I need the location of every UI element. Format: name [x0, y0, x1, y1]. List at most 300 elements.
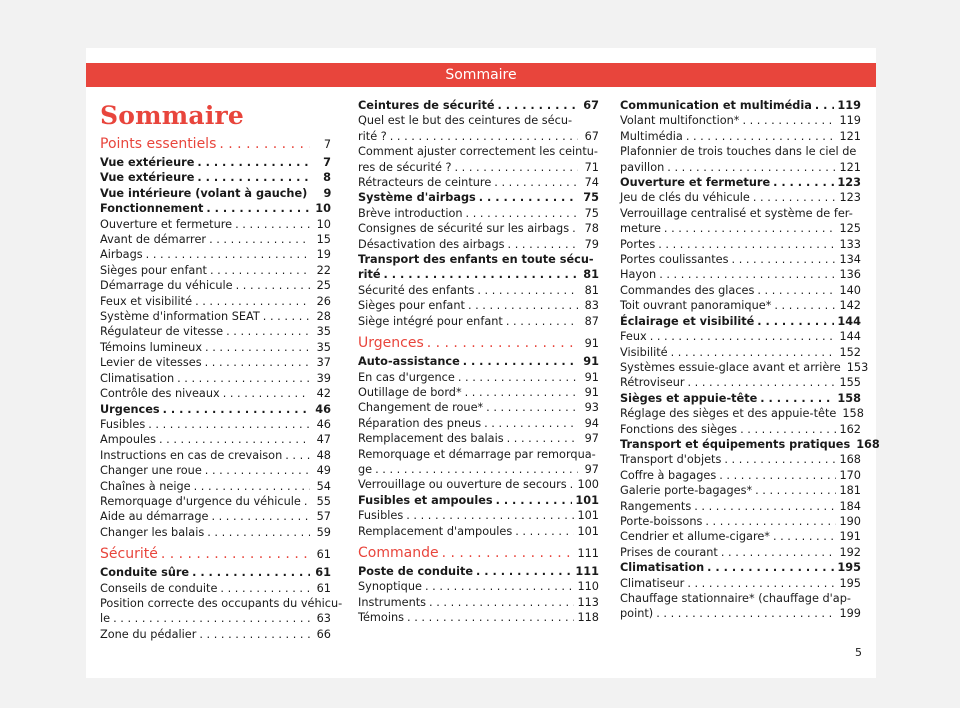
toc-entry[interactable]: [100, 525, 331, 540]
toc-page-number: 111: [577, 546, 599, 560]
toc-entry[interactable]: [358, 416, 599, 431]
toc-entry[interactable]: [358, 370, 599, 385]
toc-column-3: [620, 98, 880, 622]
toc-entry-title: Brève introduction: [358, 206, 463, 220]
toc-entry-line[interactable]: Remorquage et démarrage par remorqua-: [358, 447, 596, 461]
toc-page-number: 153: [846, 360, 869, 374]
toc-entry-title: Sièges et appuie-tête: [620, 391, 758, 405]
toc-page-number: 57: [316, 510, 331, 524]
toc-entry[interactable]: [358, 579, 599, 594]
toc-page-number: 136: [839, 268, 861, 282]
toc-page-number: 168: [856, 437, 880, 451]
toc-page-number: 46: [316, 417, 331, 431]
toc-entry-title: Ouverture et fermeture: [100, 217, 233, 231]
toc-entry-title: Démarrage du véhicule: [100, 279, 233, 293]
toc-entry[interactable]: [100, 247, 331, 262]
dot-leader: [442, 543, 575, 564]
toc-entry[interactable]: [620, 483, 861, 498]
toc-page-number: 140: [839, 283, 861, 297]
toc-page-number: 111: [575, 564, 599, 578]
dot-leader: [740, 422, 836, 437]
dot-leader: [656, 606, 836, 621]
toc-entry-title: Fonctions des sièges: [620, 422, 738, 436]
dot-leader: [719, 468, 836, 483]
toc-entry[interactable]: [358, 385, 599, 400]
dot-leader: [148, 417, 310, 432]
dot-leader: [815, 98, 835, 113]
toc-page-number: 152: [839, 345, 861, 359]
toc-entry[interactable]: [358, 283, 599, 298]
toc-entry[interactable]: [358, 508, 599, 523]
toc-page-number: 119: [839, 114, 861, 128]
toc-page-number: 121: [839, 160, 861, 174]
toc-page-number: 67: [583, 99, 599, 112]
dot-leader: [724, 452, 836, 467]
dot-leader: [427, 333, 578, 354]
toc-entry[interactable]: [358, 314, 599, 329]
toc-entry[interactable]: [100, 581, 331, 596]
toc-page-number: 79: [584, 237, 599, 251]
toc-entry-title: Sièges pour enfant: [100, 263, 207, 277]
toc-page-number: 67: [584, 129, 599, 143]
toc-entry[interactable]: [620, 499, 861, 514]
toc-entry-title: Hayon: [620, 268, 657, 282]
toc-page-number: 75: [584, 206, 599, 220]
toc-page-number: 155: [839, 376, 861, 390]
toc-entry-title: Ampoules: [100, 433, 156, 447]
toc-entry[interactable]: [358, 524, 599, 539]
toc-entry-title: Instructions en cas de crevaison: [100, 448, 283, 462]
toc-entry[interactable]: [358, 98, 599, 113]
toc-entry[interactable]: [100, 201, 331, 216]
toc-page-number: 71: [584, 160, 599, 174]
toc-entry[interactable]: [100, 402, 331, 417]
toc-page-number: 78: [584, 222, 599, 236]
dot-leader: [206, 201, 310, 216]
toc-page-number: 100: [577, 478, 599, 492]
dot-leader: [263, 309, 310, 324]
toc-entry-title: Feux: [620, 330, 647, 344]
toc-page-number: 83: [584, 299, 599, 313]
toc-entry-title: Avant de démarrer: [100, 233, 207, 247]
dot-leader: [407, 610, 574, 625]
toc-entry[interactable]: [358, 564, 599, 579]
toc-entry[interactable]: [620, 391, 861, 406]
toc-page-number: 61: [316, 581, 331, 595]
toc-entry[interactable]: [358, 267, 599, 282]
toc-entry-title: Transport et équipements pratiques: [620, 437, 851, 451]
dot-leader: [508, 237, 578, 252]
toc-entry-title: Fonctionnement: [100, 202, 204, 216]
toc-entry[interactable]: [100, 186, 331, 201]
dot-leader: [687, 576, 836, 591]
toc-entry[interactable]: [620, 175, 861, 190]
toc-entry[interactable]: [620, 252, 861, 267]
toc-entry-title: Zone du pédalier: [100, 627, 197, 641]
toc-page-number: 49: [316, 464, 331, 478]
toc-entry-title: Sécurité: [100, 546, 158, 563]
toc-page-number: 195: [837, 561, 861, 575]
dot-leader: [192, 565, 310, 580]
toc-entry-title: Outillage de bord*: [358, 385, 462, 399]
toc-page-number: 97: [584, 432, 599, 446]
page-header: Sommaire: [86, 63, 876, 87]
toc-entry-title: Multimédia: [620, 129, 683, 143]
toc-entry-line[interactable]: Comment ajuster correctement les ceintu-: [358, 145, 598, 159]
dot-leader: [686, 129, 837, 144]
dot-leader: [197, 155, 310, 170]
dot-leader: [455, 160, 579, 175]
toc-entry[interactable]: [620, 514, 861, 529]
dot-leader: [177, 371, 310, 386]
toc-entry-title: Siège intégré pour enfant: [358, 314, 503, 328]
toc-entry[interactable]: [358, 298, 599, 313]
toc-entry[interactable]: [358, 462, 599, 477]
dot-leader: [211, 509, 310, 524]
toc-entry-title: Vue extérieure: [100, 156, 195, 169]
dot-leader: [496, 493, 573, 508]
toc-entry-title: Volant multifonction*: [620, 114, 740, 128]
dot-leader: [207, 525, 310, 540]
toc-entry-line[interactable]: Verrouillage centralisé et système de fer-: [620, 206, 853, 220]
toc-entry[interactable]: [100, 479, 331, 494]
dot-leader: [146, 247, 310, 262]
toc-entry-title: Changer une roue: [100, 464, 202, 478]
dot-leader: [384, 267, 578, 282]
toc-page-number: 25: [316, 279, 331, 293]
dot-leader: [658, 237, 836, 252]
toc-page-number: 81: [583, 268, 599, 282]
toc-entry[interactable]: [620, 606, 861, 621]
toc-page-number: 61: [315, 566, 331, 580]
dot-leader: [515, 524, 574, 539]
toc-entry[interactable]: [358, 610, 599, 625]
toc-entry[interactable]: [100, 355, 331, 370]
dot-leader: [304, 494, 310, 509]
toc-entry[interactable]: [620, 190, 861, 205]
toc-page-number: 113: [577, 595, 599, 609]
toc-page-number: 91: [584, 385, 599, 399]
toc-page-number: 199: [839, 607, 861, 621]
toc-entry[interactable]: [358, 595, 599, 610]
toc-page-number: 63: [316, 612, 331, 626]
dot-leader: [732, 252, 837, 267]
toc-entry[interactable]: [100, 232, 331, 247]
toc-page-number: 75: [583, 191, 599, 205]
dot-leader: [406, 508, 574, 523]
toc-entry[interactable]: [100, 263, 331, 278]
toc-page-number: 91: [583, 355, 599, 369]
toc-entry-title: Auto-assistance: [358, 355, 460, 369]
dot-leader: [463, 354, 578, 369]
toc-page-number: 190: [839, 514, 861, 528]
dot-leader: [159, 432, 310, 447]
toc-column-2: [358, 98, 599, 626]
toc-entry[interactable]: [620, 529, 861, 544]
toc-entry[interactable]: [620, 375, 861, 390]
toc-page-number: 101: [577, 524, 599, 538]
toc-entry[interactable]: [620, 406, 864, 421]
toc-entry[interactable]: [620, 314, 861, 329]
toc-entry[interactable]: [620, 329, 861, 344]
toc-entry-title: le: [100, 612, 111, 626]
toc-entry[interactable]: [358, 431, 599, 446]
dot-leader: [205, 355, 310, 370]
dot-leader: [210, 263, 310, 278]
dot-leader: [494, 175, 578, 190]
toc-entry-title: Galerie porte-bagages*: [620, 484, 753, 498]
dot-leader: [113, 611, 310, 626]
toc-page-number: 144: [839, 330, 861, 344]
dot-leader: [694, 499, 836, 514]
toc-entry[interactable]: [620, 468, 861, 483]
dot-leader: [688, 375, 837, 390]
toc-entry[interactable]: [100, 432, 331, 447]
toc-entry-title: Prises de courant: [620, 545, 718, 559]
toc-entry[interactable]: [620, 221, 861, 236]
toc-entry-title: Système d'information SEAT: [100, 310, 260, 324]
toc-page-number: 125: [839, 222, 861, 236]
toc-entry[interactable]: [100, 155, 331, 170]
toc-entry[interactable]: [620, 360, 869, 375]
toc-entry[interactable]: [100, 324, 331, 339]
toc-entry[interactable]: [620, 452, 861, 467]
toc-section[interactable]: [358, 333, 599, 354]
toc-entry[interactable]: [100, 565, 331, 580]
toc-entry-title: Toit ouvrant panoramique*: [620, 299, 772, 313]
toc-entry-title: Communication et multimédia: [620, 99, 812, 112]
toc-page-number: 119: [837, 99, 861, 112]
dot-leader: [757, 283, 836, 298]
toc-entry[interactable]: [620, 129, 861, 144]
toc-entry[interactable]: [620, 160, 861, 175]
toc-page-number: 54: [316, 479, 331, 493]
dot-leader: [425, 579, 574, 594]
toc-entry-title: ge: [358, 462, 373, 476]
toc-section[interactable]: [358, 543, 599, 564]
toc-entry[interactable]: [100, 509, 331, 524]
toc-entry-line[interactable]: Chauffage stationnaire* (chauffage d'ap-: [620, 592, 851, 605]
toc-entry-title: Changer les balais: [100, 525, 205, 539]
toc-entry-title: Ouverture et fermeture: [620, 176, 771, 190]
toc-entry-line[interactable]: Quel est le but des ceintures de sécu-: [358, 114, 573, 128]
toc-page-number: 118: [577, 611, 599, 625]
dot-leader: [226, 324, 310, 339]
toc-entry-title: Commandes des glaces: [620, 283, 755, 297]
toc-entry-title: Levier de vitesses: [100, 356, 202, 370]
toc-entry[interactable]: [100, 294, 331, 309]
toc-entry-title: Poste de conduite: [358, 564, 474, 578]
toc-entry-title: Coffre à bagages: [620, 468, 717, 482]
toc-entry-title: Conseils de conduite: [100, 581, 218, 595]
toc-entry[interactable]: [100, 170, 331, 185]
toc-entry-title: Fusibles: [358, 509, 404, 523]
toc-entry-title: Instruments: [358, 595, 427, 609]
toc-entry[interactable]: [358, 400, 599, 415]
toc-entry-title: Portes coulissantes: [620, 253, 729, 267]
toc-entry[interactable]: [100, 494, 331, 509]
toc-page-number: 123: [837, 176, 861, 190]
toc-entry-line[interactable]: Transport des enfants en toute sécu-: [358, 253, 594, 267]
toc-entry[interactable]: [100, 417, 331, 432]
toc-entry-title: Climatisation: [620, 561, 705, 575]
toc-entry-title: Visibilité: [620, 345, 668, 359]
toc-entry-title: Synoptique: [358, 580, 422, 594]
toc-entry[interactable]: [620, 283, 861, 298]
toc-page-number: 74: [584, 176, 599, 190]
toc-entry-title: Fusibles et ampoules: [358, 493, 493, 507]
toc-section[interactable]: [100, 544, 331, 565]
toc-page-number: 35: [316, 340, 331, 354]
toc-entry-title: Systèmes essuie-glace avant et arrière: [620, 360, 841, 374]
toc-page-number: 158: [837, 391, 861, 405]
toc-entry-title: Vue intérieure (volant à gauche): [100, 186, 308, 200]
dot-leader: [753, 190, 837, 205]
dot-leader: [429, 595, 574, 610]
dot-leader: [195, 294, 310, 309]
toc-page-number: 87: [584, 314, 599, 328]
toc-page-number: 10: [315, 202, 331, 216]
toc-entry[interactable]: [620, 237, 861, 252]
toc-entry[interactable]: [100, 386, 331, 401]
toc-entry[interactable]: [358, 129, 599, 144]
toc-page-number: 184: [839, 499, 861, 513]
toc-page-number: 39: [316, 371, 331, 385]
dot-leader: [199, 627, 310, 642]
dot-leader: [163, 402, 310, 417]
toc-page-number: 142: [839, 299, 861, 313]
toc-entry-title: pavillon: [620, 160, 665, 174]
dot-leader: [721, 545, 837, 560]
toc-page-number: 110: [577, 580, 599, 594]
toc-entry[interactable]: [620, 345, 861, 360]
toc-entry[interactable]: [358, 190, 599, 205]
dot-leader: [476, 564, 572, 579]
toc-entry[interactable]: [620, 545, 861, 560]
toc-entry[interactable]: [100, 309, 331, 324]
toc-column-1: [100, 134, 343, 642]
toc-entry[interactable]: [620, 576, 861, 591]
toc-page-number: 15: [316, 233, 331, 247]
toc-page-number: 37: [316, 356, 331, 370]
dot-leader: [484, 416, 578, 431]
toc-entry-title: Régulateur de vitesse: [100, 325, 224, 339]
dot-leader: [773, 529, 837, 544]
toc-entry[interactable]: [100, 340, 331, 355]
toc-entry[interactable]: [358, 477, 599, 492]
dot-leader: [707, 560, 834, 575]
toc-entry[interactable]: [620, 560, 861, 575]
toc-page-number: 48: [316, 448, 331, 462]
toc-entry-title: Aide au démarrage: [100, 510, 209, 524]
toc-entry[interactable]: [620, 113, 861, 128]
dot-leader: [506, 314, 578, 329]
toc-entry-title: Système d'airbags: [358, 191, 476, 205]
toc-entry[interactable]: [358, 206, 599, 221]
dot-leader: [705, 514, 836, 529]
toc-entry-line[interactable]: Position correcte des occupants du véhicu-: [100, 596, 343, 610]
toc-page-number: 7: [323, 156, 331, 169]
toc-entry[interactable]: [358, 493, 599, 508]
toc-page-number: 91: [584, 337, 599, 351]
page-title: Sommaire: [100, 101, 245, 130]
toc-entry[interactable]: [358, 175, 599, 190]
toc-page-number: 170: [839, 468, 861, 482]
toc-entry[interactable]: [358, 221, 599, 236]
toc-entry[interactable]: [100, 217, 331, 232]
toc-entry[interactable]: [620, 422, 861, 437]
toc-entry[interactable]: [100, 463, 331, 478]
dot-leader: [572, 221, 578, 236]
toc-entry-title: Fusibles: [100, 417, 146, 431]
toc-page-number: 181: [839, 484, 861, 498]
toc-entry-title: Conduite sûre: [100, 566, 190, 580]
toc-page-number: 28: [316, 310, 331, 324]
toc-entry-title: Commande: [358, 544, 439, 561]
toc-entry[interactable]: [358, 160, 599, 175]
toc-entry[interactable]: [100, 371, 331, 386]
toc-entry-title: Ceintures de sécurité: [358, 99, 495, 112]
toc-entry-title: Rétroviseur: [620, 376, 685, 390]
toc-entry[interactable]: [358, 354, 599, 369]
toc-entry-title: Urgences: [358, 335, 424, 352]
toc-page-number: 35: [316, 325, 331, 339]
toc-entry[interactable]: [358, 237, 599, 252]
page-number: 5: [855, 646, 862, 659]
toc-entry-title: Porte-boissons: [620, 514, 703, 528]
dot-leader: [209, 232, 310, 247]
toc-page-number: 46: [315, 402, 331, 416]
toc-page-number: 123: [839, 191, 861, 205]
toc-page-number: 81: [584, 283, 599, 297]
dot-leader: [465, 385, 578, 400]
toc-entry[interactable]: [620, 437, 880, 452]
toc-page-number: 93: [584, 401, 599, 415]
toc-entry-title: Contrôle des niveaux: [100, 387, 220, 401]
toc-entry-title: rité: [358, 268, 381, 282]
toc-page-number: 97: [584, 462, 599, 476]
toc-entry[interactable]: [100, 611, 331, 626]
toc-entry[interactable]: [620, 98, 861, 113]
toc-entry-title: Rangements: [620, 499, 692, 513]
dot-leader: [486, 400, 578, 415]
toc-entry-line[interactable]: Plafonnier de trois touches dans le ciel de: [620, 145, 857, 159]
toc-page-number: 26: [316, 294, 331, 308]
dot-leader: [236, 278, 310, 293]
toc-page-number: 144: [837, 314, 861, 328]
toc-entry-title: meture: [620, 222, 661, 236]
toc-section[interactable]: [100, 134, 331, 155]
dot-leader: [755, 483, 836, 498]
toc-entry[interactable]: [100, 627, 331, 642]
toc-entry-title: Verrouillage ou ouverture de secours: [358, 478, 567, 492]
toc-entry[interactable]: [620, 298, 861, 313]
toc-entry-title: Remplacement des balais: [358, 432, 504, 446]
toc-entry-title: Jeu de clés du véhicule: [620, 191, 750, 205]
toc-entry[interactable]: [100, 448, 331, 463]
toc-entry-title: Changement de roue*: [358, 401, 484, 415]
toc-page-number: 66: [316, 627, 331, 641]
dot-leader: [194, 479, 310, 494]
toc-entry[interactable]: [100, 278, 331, 293]
toc-entry[interactable]: [620, 267, 861, 282]
toc-page-number: 8: [323, 171, 331, 185]
dot-leader: [498, 98, 578, 113]
toc-entry-title: Vue extérieure: [100, 171, 195, 185]
toc-page-number: 42: [316, 387, 331, 401]
toc-entry-title: Désactivation des airbags: [358, 237, 505, 251]
toc-entry-title: Points essentiels: [100, 136, 217, 152]
